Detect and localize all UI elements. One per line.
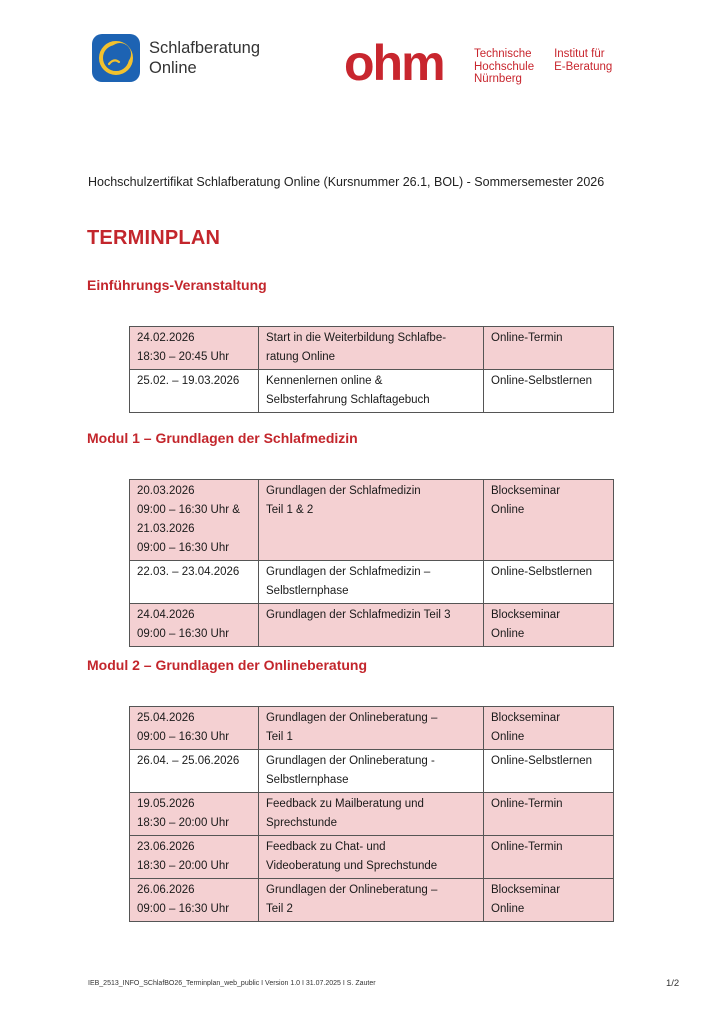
logo-schlafberatung-online — [92, 34, 260, 82]
format-cell: Online-Termin — [484, 836, 614, 879]
schedule-table-modul-1 — [129, 479, 614, 647]
table-row — [130, 707, 614, 750]
topic-cell: Grundlagen der Schlafmedizin – Selbstlernphase — [259, 561, 484, 604]
format-cell: Blockseminar Online — [484, 480, 614, 561]
table-row — [130, 370, 614, 413]
logo-ohm — [344, 38, 612, 86]
topic-cell: Grundlagen der Schlafmedizin Teil 3 — [259, 604, 484, 647]
document-subtitle: Hochschulzertifikat Schlafberatung Online (Kursnummer 26.1, BOL) - Sommersemester 2026 — [88, 175, 605, 189]
table-row — [130, 327, 614, 370]
schedule-table-einfuehrung — [129, 326, 614, 413]
table-row — [130, 793, 614, 836]
format-cell: Online-Selbstlernen — [484, 750, 614, 793]
date-cell: 25.04.2026 09:00 – 16:30 Uhr — [130, 707, 259, 750]
date-cell: 19.05.2026 18:30 – 20:00 Uhr — [130, 793, 259, 836]
table-row — [130, 604, 614, 647]
table-row — [130, 836, 614, 879]
institute-line: Institut für — [554, 48, 605, 60]
ohm-line: Hochschule — [474, 60, 535, 73]
date-cell: 24.02.2026 18:30 – 20:45 Uhr — [130, 327, 259, 370]
ohm-line: Technische — [474, 48, 532, 60]
date-cell: 22.03. – 23.04.2026 — [130, 561, 259, 604]
ohm-logo-icon — [344, 38, 468, 86]
ohm-line: Nürnberg — [474, 73, 522, 85]
date-cell: 20.03.2026 09:00 – 16:30 Uhr & 21.03.2026 09:00 – 16:30 Uhr — [130, 480, 259, 561]
section-heading-einfuehrung: Einführungs-Veranstaltung — [87, 277, 267, 293]
topic-cell: Grundlagen der Onlineberatung - Selbstlernphase — [259, 750, 484, 793]
date-cell: 26.06.2026 09:00 – 16:30 Uhr — [130, 879, 259, 922]
table-row — [130, 879, 614, 922]
topic-cell: Grundlagen der Schlafmedizin Teil 1 & 2 — [259, 480, 484, 561]
topic-cell: Grundlagen der Onlineberatung – Teil 2 — [259, 879, 484, 922]
topic-cell: Feedback zu Chat- und Videoberatung und Sprechstunde — [259, 836, 484, 879]
ohm-institution-name — [474, 48, 534, 86]
page-number: 1/2 — [666, 978, 680, 989]
date-cell: 26.04. – 25.06.2026 — [130, 750, 259, 793]
topic-cell: Kennenlernen online & Selbsterfahrung Schlaftagebuch — [259, 370, 484, 413]
table-row — [130, 561, 614, 604]
institute-line: E-Beratung — [554, 60, 613, 73]
date-cell: 24.04.2026 09:00 – 16:30 Uhr — [130, 604, 259, 647]
schedule-table-modul-2 — [129, 706, 614, 922]
date-cell: 25.02. – 19.03.2026 — [130, 370, 259, 413]
section-heading-modul-1: Modul 1 – Grundlagen der Schlafmedizin — [87, 430, 358, 446]
institute-name — [554, 48, 612, 73]
logo-left-line: Schlafberatung — [149, 39, 260, 57]
table-row — [130, 750, 614, 793]
topic-cell: Grundlagen der Onlineberatung – Teil 1 — [259, 707, 484, 750]
moon-logo-icon — [92, 34, 140, 82]
logo-left-text — [149, 38, 260, 78]
format-cell: Blockseminar Online — [484, 707, 614, 750]
format-cell: Blockseminar Online — [484, 604, 614, 647]
section-heading-modul-2: Modul 2 – Grundlagen der Onlineberatung — [87, 657, 368, 673]
topic-cell: Feedback zu Mailberatung und Sprechstunde — [259, 793, 484, 836]
topic-cell: Start in die Weiterbildung Schlafbe- ratung Online — [259, 327, 484, 370]
format-cell: Online-Termin — [484, 793, 614, 836]
logo-left-line: Online — [149, 59, 197, 77]
format-cell: Online-Termin — [484, 327, 614, 370]
format-cell: Blockseminar Online — [484, 879, 614, 922]
footer-document-info: IEB_2513_INFO_SChlafBO26_Terminplan_web_public I Version 1.0 I 31.07.2025 I S. Zauter — [88, 980, 376, 987]
format-cell: Online-Selbstlernen — [484, 561, 614, 604]
ohm-logo-mark: ohm — [344, 38, 444, 86]
document-title: TERMINPLAN — [87, 227, 221, 249]
format-cell: Online-Selbstlernen — [484, 370, 614, 413]
date-cell: 23.06.2026 18:30 – 20:00 Uhr — [130, 836, 259, 879]
table-row — [130, 480, 614, 561]
